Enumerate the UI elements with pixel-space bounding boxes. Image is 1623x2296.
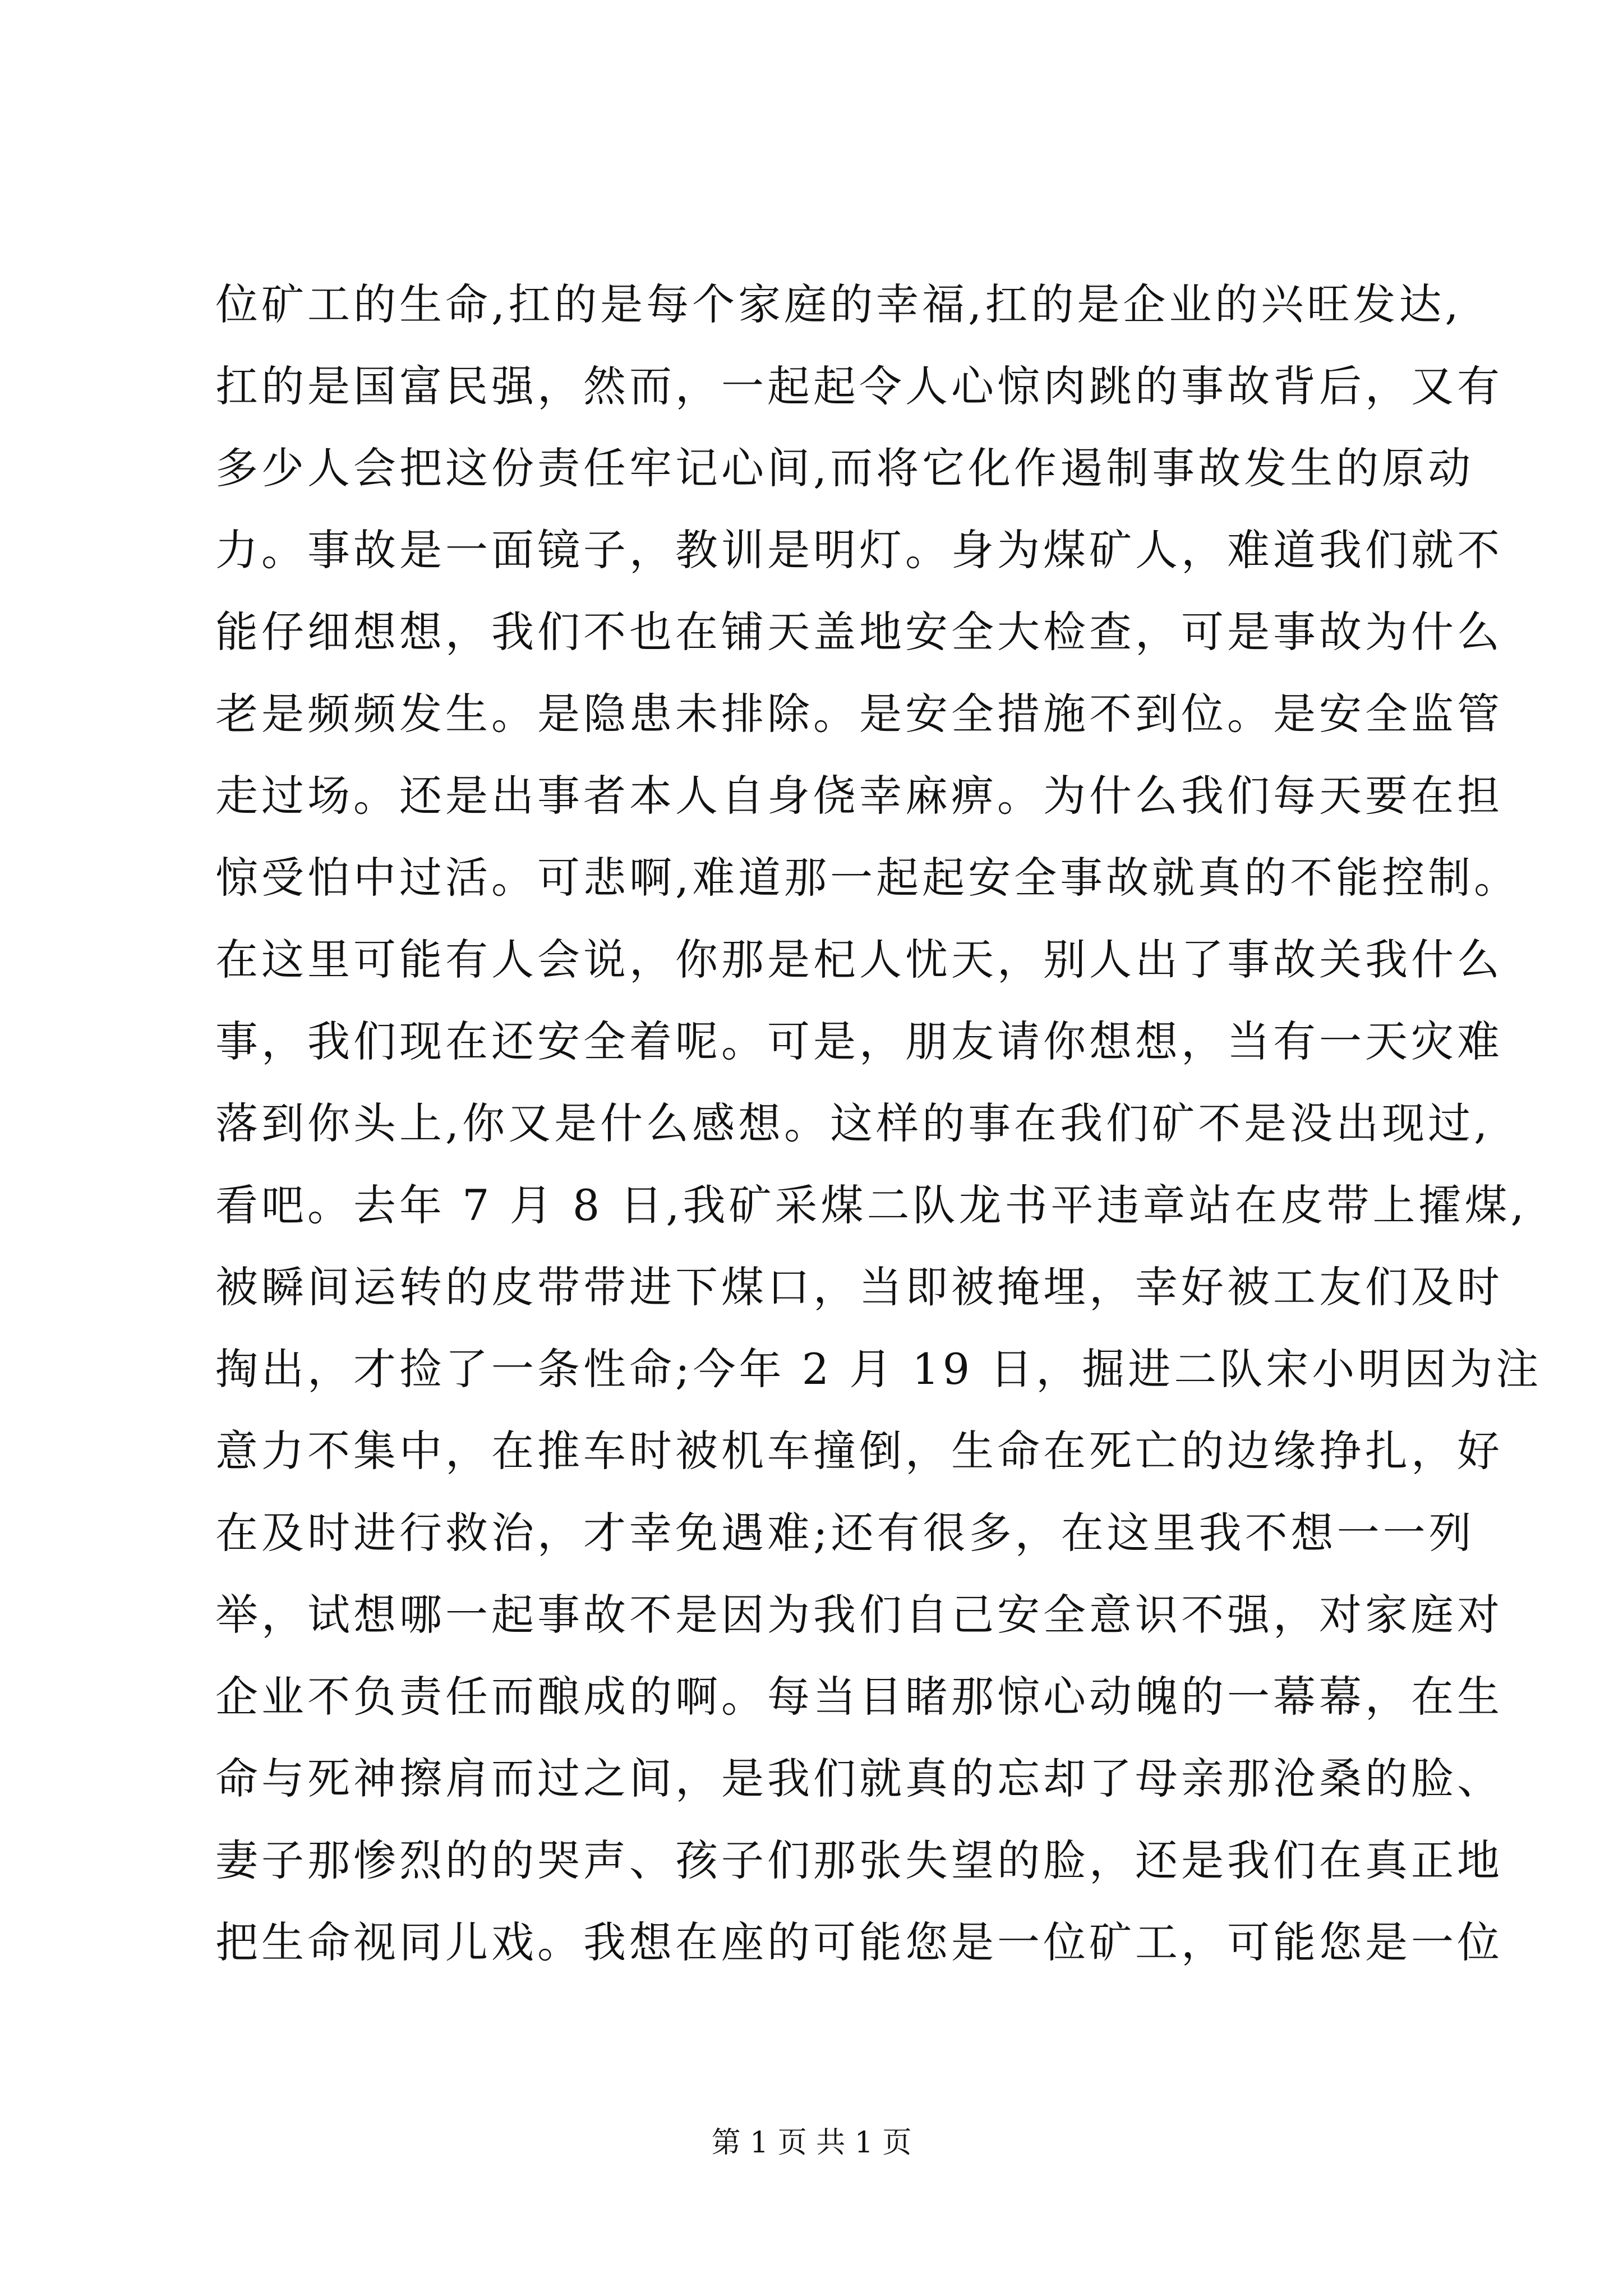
- text-line: 落到你头上,你又是什么感想。这样的事在我们矿不是没出现过,: [215, 1098, 1491, 1148]
- text-line: 在及时进行救治，才幸免遇难;还有很多，在这里我不想一一列: [215, 1508, 1475, 1558]
- text-line: 看吧。去年 7 月 8 日,我矿采煤二队龙书平违章站在皮带上攉煤,: [215, 1180, 1528, 1230]
- text-line: 在这里可能有人会说，你那是杞人忧天，别人出了事故关我什么: [215, 935, 1503, 984]
- text-line: 掏出，才捡了一条性命;今年 2 月 19 日，掘进二队宋小明因为注: [215, 1344, 1542, 1394]
- text-line: 能仔细想想，我们不也在铺天盖地安全大检查，可是事故为什么: [215, 607, 1503, 657]
- text-line: 老是频频发生。是隐患未排除。是安全措施不到位。是安全监管: [215, 689, 1503, 739]
- text-line: 多少人会把这份责任牢记心间,而将它化作遏制事故发生的原动: [215, 443, 1474, 493]
- text-line: 命与死神擦肩而过之间，是我们就真的忘却了母亲那沧桑的脸、: [215, 1754, 1503, 1803]
- text-line: 举，试想哪一起事故不是因为我们自己安全意识不强，对家庭对: [215, 1590, 1503, 1640]
- text-line: 把生命视同儿戏。我想在座的可能您是一位矿工，可能您是一位: [215, 1917, 1503, 1967]
- text-line: 企业不负责任而酿成的啊。每当目睹那惊心动魄的一幕幕，在生: [215, 1672, 1503, 1722]
- text-line: 惊受怕中过活。可悲啊,难道那一起起安全事故就真的不能控制。: [215, 853, 1520, 903]
- text-line: 位矿工的生命,扛的是每个家庭的幸福,扛的是企业的兴旺发达,: [215, 279, 1462, 329]
- page-footer: 第 1 页 共 1 页: [711, 2126, 912, 2160]
- text-line: 走过场。还是出事者本人自身侥幸麻痹。为什么我们每天要在担: [215, 771, 1503, 821]
- text-line: 意力不集中，在推车时被机车撞倒，生命在死亡的边缘挣扎，好: [215, 1426, 1503, 1476]
- text-line: 事，我们现在还安全着呢。可是，朋友请你想想，当有一天灾难: [215, 1016, 1503, 1066]
- body-text: [215, 264, 1542, 1984]
- text-line: 扛的是国富民强，然而，一起起令人心惊肉跳的事故背后，又有: [215, 361, 1503, 411]
- text-line: 妻子那惨烈的的哭声、孩子们那张失望的脸，还是我们在真正地: [215, 1835, 1503, 1885]
- text-line: 力。事故是一面镜子，教训是明灯。身为煤矿人，难道我们就不: [215, 525, 1503, 575]
- text-line: 被瞬间运转的皮带带进下煤口，当即被掩埋，幸好被工友们及时: [215, 1262, 1503, 1312]
